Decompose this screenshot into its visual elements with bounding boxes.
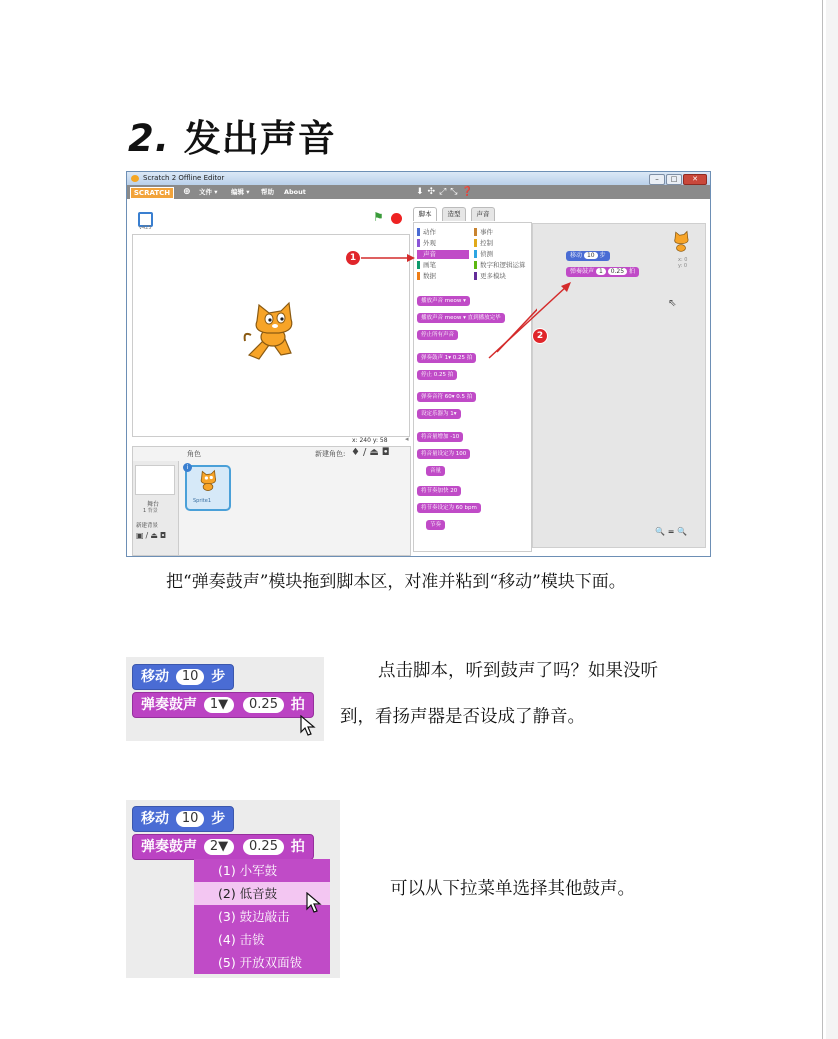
palette-block[interactable]: 节奏 <box>426 520 445 530</box>
move-unit: 步 <box>211 669 226 685</box>
backdrop-count: 1 背景 <box>143 508 158 514</box>
drum-block[interactable] <box>132 834 314 860</box>
sprite1-thumbnail[interactable] <box>185 465 231 511</box>
green-flag-icon[interactable]: ⚑ <box>373 210 384 224</box>
category-label: 画笔 <box>423 261 436 269</box>
palette-block[interactable]: 停止所有声音 <box>417 330 458 340</box>
stage-label: 舞台 <box>147 501 160 508</box>
category-events[interactable] <box>474 228 493 237</box>
category-label: 更多模块 <box>480 272 506 280</box>
text-dropdown-hint: 可以从下拉菜单选择其他鼓声。 <box>390 879 635 899</box>
new-backdrop-tools-icons[interactable]: ▣/⏏◘ <box>136 531 169 540</box>
drum-dropdown-menu <box>194 859 330 974</box>
move-steps-input[interactable]: 10 <box>176 811 205 827</box>
toolbar-icons[interactable]: ⬇✣⤢⤡❓ <box>416 187 477 197</box>
category-motion[interactable] <box>417 228 436 237</box>
stage-thumbnail[interactable] <box>135 465 175 495</box>
annotation-marker-1: 1 <box>345 250 361 266</box>
palette-block[interactable]: 将音量增加 -10 <box>417 432 463 442</box>
category-label: 数字和逻辑运算 <box>480 261 526 269</box>
mouse-coords: x: 240 y: 58 <box>352 437 388 444</box>
script-area[interactable] <box>532 223 706 548</box>
script-drum-block[interactable] <box>566 267 639 277</box>
drum-option-3[interactable]: (3) 鼓边敲击 <box>218 909 290 924</box>
palette-block[interactable]: 弹奏鼓声 1▾ 0.25 拍 <box>417 353 476 363</box>
sprite-preview-icon <box>669 230 693 254</box>
maximize-button[interactable]: □ <box>666 174 682 185</box>
tab-costumes[interactable]: 造型 <box>442 207 466 221</box>
close-button[interactable]: ✕ <box>683 174 707 185</box>
palette-block[interactable]: 将音量设定为 100 <box>417 449 470 459</box>
category-label: 动作 <box>423 228 436 236</box>
page-edge <box>822 0 823 1039</box>
new-sprite-tools-icons[interactable]: ♦/⏏◘ <box>351 447 393 458</box>
menu-about[interactable]: About <box>284 188 306 196</box>
category-label: 数据 <box>423 272 436 280</box>
block-input[interactable]: 0.25 <box>608 268 627 275</box>
move-steps-input[interactable]: 10 <box>176 669 205 685</box>
sprite-xy: x: 0 y: 0 <box>678 257 688 269</box>
info-icon[interactable]: i <box>183 463 192 472</box>
menu-bar <box>127 185 710 199</box>
drum-label: 弹奏鼓声 <box>141 697 197 713</box>
beat-unit: 拍 <box>290 697 305 713</box>
new-sprite-label: 新建角色: <box>315 450 346 458</box>
version-label: v425 <box>139 225 152 231</box>
annotation-arrow-2 <box>487 282 577 362</box>
section-number: 2. <box>128 117 170 160</box>
palette-block[interactable]: 音量 <box>426 466 445 476</box>
drum-dropdown[interactable]: 2▼ <box>204 839 234 855</box>
collapse-arrow-icon[interactable]: ◂ <box>405 435 409 443</box>
section-heading <box>128 108 336 162</box>
category-label: 控制 <box>480 239 493 247</box>
block-label: 拍 <box>628 268 635 275</box>
move-label: 移动 <box>141 669 169 685</box>
menu-file[interactable]: 文件 ▾ <box>199 188 218 196</box>
palette-block[interactable]: 将节奏设定为 60 bpm <box>417 503 481 513</box>
example2-image <box>126 800 340 978</box>
example1-image <box>126 657 324 741</box>
stage-pane[interactable] <box>133 461 179 555</box>
page-edge-shadow <box>826 0 838 1039</box>
mouse-cursor-icon <box>306 892 322 914</box>
globe-icon[interactable]: ⊕ <box>183 187 191 197</box>
sprites-label: 角色 <box>187 450 201 458</box>
new-backdrop-label: 新建背景 <box>136 523 159 529</box>
beat-input[interactable]: 0.25 <box>243 697 284 713</box>
move-block[interactable] <box>132 806 234 832</box>
scratch-editor-screenshot <box>126 171 711 557</box>
script-move-block[interactable] <box>566 251 610 261</box>
drum-option-4[interactable]: (4) 击钹 <box>218 932 265 947</box>
drum-option-1[interactable]: (1) 小军鼓 <box>218 863 278 878</box>
scratch-logo: SCRATCH <box>130 187 174 199</box>
annotation-marker-2: 2 <box>532 328 548 344</box>
block-input[interactable]: 1 <box>596 268 606 275</box>
beat-unit: 拍 <box>290 839 305 855</box>
block-label: 移动 <box>570 252 583 259</box>
palette-block[interactable]: 设定乐器为 1▾ <box>417 409 461 419</box>
drum-option-2[interactable]: (2) 低音鼓 <box>194 882 330 905</box>
drum-dropdown[interactable]: 1▼ <box>204 697 234 713</box>
block-label: 弹奏鼓声 <box>570 268 595 275</box>
category-label: 侦测 <box>480 250 493 258</box>
category-label: 事件 <box>480 228 493 236</box>
menu-edit[interactable]: 编辑 ▾ <box>231 188 250 196</box>
mouse-cursor-icon <box>300 715 316 737</box>
palette-block[interactable]: 播放声音 meow ▾ 直到播放完毕 <box>417 313 505 323</box>
mouse-cursor-icon: ⇖ <box>668 298 677 309</box>
palette-block[interactable]: 弹奏音符 60▾ 0.5 拍 <box>417 392 476 402</box>
window-title: Scratch 2 Offline Editor <box>143 174 225 182</box>
category-label: 外观 <box>423 239 436 247</box>
section-title: 发出声音 <box>183 116 336 160</box>
tab-sounds[interactable]: 声音 <box>471 207 495 221</box>
beat-input[interactable]: 0.25 <box>243 839 284 855</box>
menu-help[interactable]: 帮助 <box>261 188 274 196</box>
sprite-name: Sprite1 <box>193 498 212 504</box>
drum-option-5[interactable]: (5) 开放双面钹 <box>218 955 303 970</box>
minimize-button[interactable]: – <box>649 174 665 185</box>
move-label: 移动 <box>141 811 169 827</box>
stop-icon[interactable] <box>391 213 402 224</box>
drum-block[interactable] <box>132 692 314 718</box>
sprite-cat-icon <box>195 469 221 495</box>
category-label: 声音 <box>423 250 436 258</box>
sprite-panel <box>132 446 411 556</box>
tab-scripts[interactable]: 脚本 <box>413 207 437 221</box>
scratch-cat-icon[interactable] <box>241 301 305 365</box>
palette-block[interactable]: 将节奏加快 20 <box>417 486 461 496</box>
block-input[interactable]: 10 <box>584 252 598 259</box>
move-block[interactable] <box>132 664 234 690</box>
move-unit: 步 <box>211 811 226 827</box>
caption-drag-instruction: 把“弹奏鼓声”模块拖到脚本区，对准并粘到“移动”模块下面。 <box>166 572 626 592</box>
palette-block[interactable]: 停止 0.25 拍 <box>417 370 457 380</box>
scratch-app-icon <box>131 175 139 182</box>
drum-label: 弹奏鼓声 <box>141 839 197 855</box>
palette-block[interactable]: 播放声音 meow ▾ <box>417 296 470 306</box>
text-click-script-line1: 点击脚本，听到鼓声了吗？如果没听 <box>378 661 658 681</box>
window-titlebar <box>127 172 710 185</box>
block-label: 步 <box>599 252 606 259</box>
text-click-script-line2: 到，看扬声器是否设成了静音。 <box>340 707 585 727</box>
zoom-controls[interactable]: 🔍 = 🔍 <box>655 527 688 536</box>
